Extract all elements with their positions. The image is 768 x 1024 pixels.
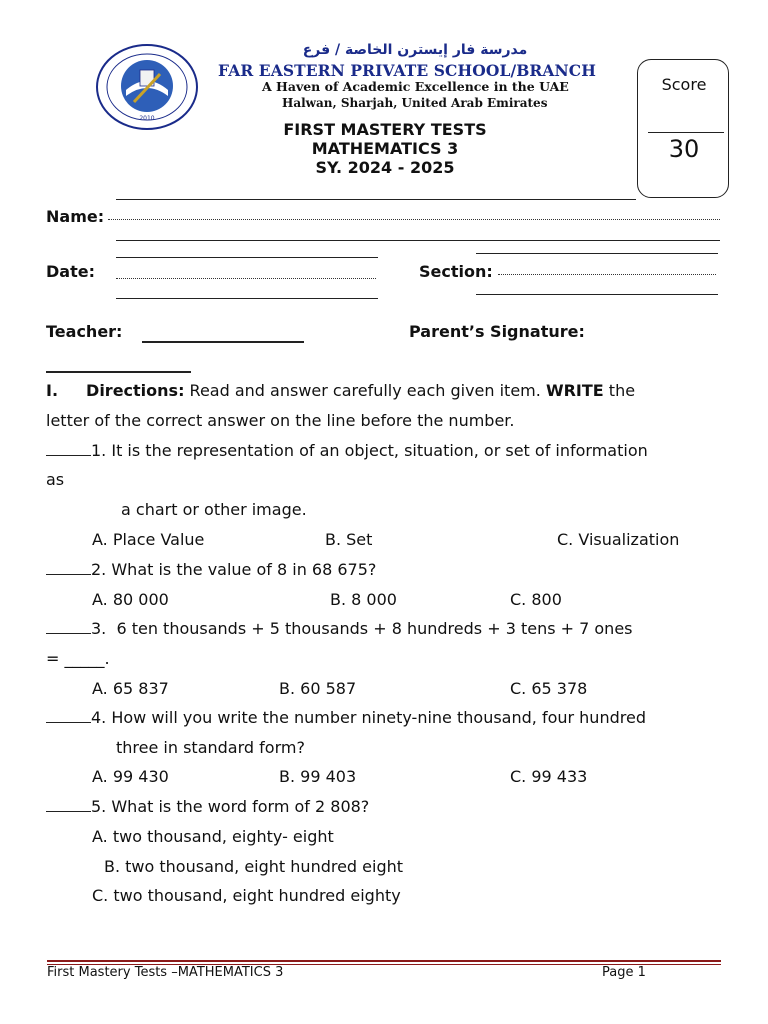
question-4-continued: three in standard form? xyxy=(116,738,305,757)
school-arabic-name: مدرسة فار إيسترن الخاصة / فرع xyxy=(302,42,528,58)
answer-blank[interactable] xyxy=(46,811,91,812)
write-emphasis: WRITE xyxy=(545,381,604,400)
answer-blank[interactable] xyxy=(46,455,91,456)
option-b: B. 99 403 xyxy=(279,767,357,786)
school-logo xyxy=(96,44,198,130)
footer-title: First Mastery Tests –MATHEMATICS 3 xyxy=(47,965,284,980)
svg-text:2010: 2010 xyxy=(139,115,155,122)
section-field[interactable] xyxy=(498,274,716,275)
part-number: I. xyxy=(46,381,59,400)
school-name: FAR EASTERN PRIVATE SCHOOL/BRANCH xyxy=(218,61,596,80)
option-c: C. 65 378 xyxy=(510,679,588,698)
option-b: B. two thousand, eight hundred eight xyxy=(104,857,404,876)
rule-line xyxy=(116,257,378,258)
question-3 xyxy=(46,619,633,638)
score-box xyxy=(637,59,729,198)
answer-blank[interactable] xyxy=(46,722,91,723)
footer-rule xyxy=(47,960,721,962)
question-1-continued: as xyxy=(46,470,65,489)
question-text: 3. 6 ten thousands + 5 thousands + 8 hundreds + 3 tens + 7 ones xyxy=(91,619,633,638)
option-a: A. Place Value xyxy=(92,530,205,549)
rule-line xyxy=(116,298,378,299)
directions-text: Read and answer carefully each given item. xyxy=(184,381,546,400)
option-c: C. two thousand, eight hundred eighty xyxy=(92,886,401,905)
option-a: A. two thousand, eighty- eight xyxy=(92,827,334,846)
school-motto: A Haven of Academic Excellence in the UAE xyxy=(262,79,569,94)
option-c: C. Visualization xyxy=(557,530,680,549)
school-address: Halwan, Sharjah, United Arab Emirates xyxy=(282,96,548,110)
question-3-continued: = _____. xyxy=(46,649,110,668)
name-field[interactable] xyxy=(108,219,720,220)
option-a: A. 80 000 xyxy=(92,590,169,609)
question-5 xyxy=(46,797,369,816)
parent-signature-field[interactable] xyxy=(46,371,191,373)
score-total: 30 xyxy=(668,135,700,163)
date-field[interactable] xyxy=(116,278,376,279)
option-a: A. 99 430 xyxy=(92,767,169,786)
score-divider xyxy=(648,132,724,133)
question-text: 2. What is the value of 8 in 68 675? xyxy=(91,560,377,579)
question-1-continued-2: a chart or other image. xyxy=(121,500,307,519)
rule-line xyxy=(116,199,636,200)
question-text: 5. What is the word form of 2 808? xyxy=(91,797,370,816)
parent-signature-label: Parent’s Signature: xyxy=(409,322,585,341)
option-b: B. Set xyxy=(325,530,373,549)
question-text: 4. How will you write the number ninety-nine thousand, four hundred xyxy=(91,708,646,727)
directions-line-1 xyxy=(46,381,635,400)
subject-title: MATHEMATICS 3 xyxy=(311,139,459,158)
teacher-field[interactable] xyxy=(142,341,304,343)
directions-line-2: letter of the correct answer on the line before the number. xyxy=(46,411,515,430)
answer-blank[interactable] xyxy=(46,633,91,634)
date-label: Date: xyxy=(46,262,95,281)
directions-text-end: the xyxy=(603,381,636,400)
question-4 xyxy=(46,708,646,727)
page-number: Page 1 xyxy=(602,965,646,980)
school-seal-icon xyxy=(96,44,198,130)
option-a: A. 65 837 xyxy=(92,679,169,698)
score-label: Score xyxy=(661,75,707,94)
test-title: FIRST MASTERY TESTS xyxy=(283,120,487,139)
option-c: C. 99 433 xyxy=(510,767,588,786)
question-1 xyxy=(46,441,648,460)
question-text: 1. It is the representation of an object, situation, or set of information xyxy=(91,441,648,460)
rule-line xyxy=(476,294,718,295)
directions-label: Directions: xyxy=(86,381,185,400)
option-c: C. 800 xyxy=(510,590,562,609)
teacher-label: Teacher: xyxy=(46,322,123,341)
option-b: B. 60 587 xyxy=(279,679,357,698)
section-label: Section: xyxy=(419,262,493,281)
answer-blank[interactable] xyxy=(46,574,91,575)
question-2 xyxy=(46,560,376,579)
option-b: B. 8 000 xyxy=(330,590,397,609)
school-year: SY. 2024 - 2025 xyxy=(315,158,455,177)
rule-line xyxy=(476,253,718,254)
name-label: Name: xyxy=(46,207,105,226)
rule-line xyxy=(116,240,720,241)
